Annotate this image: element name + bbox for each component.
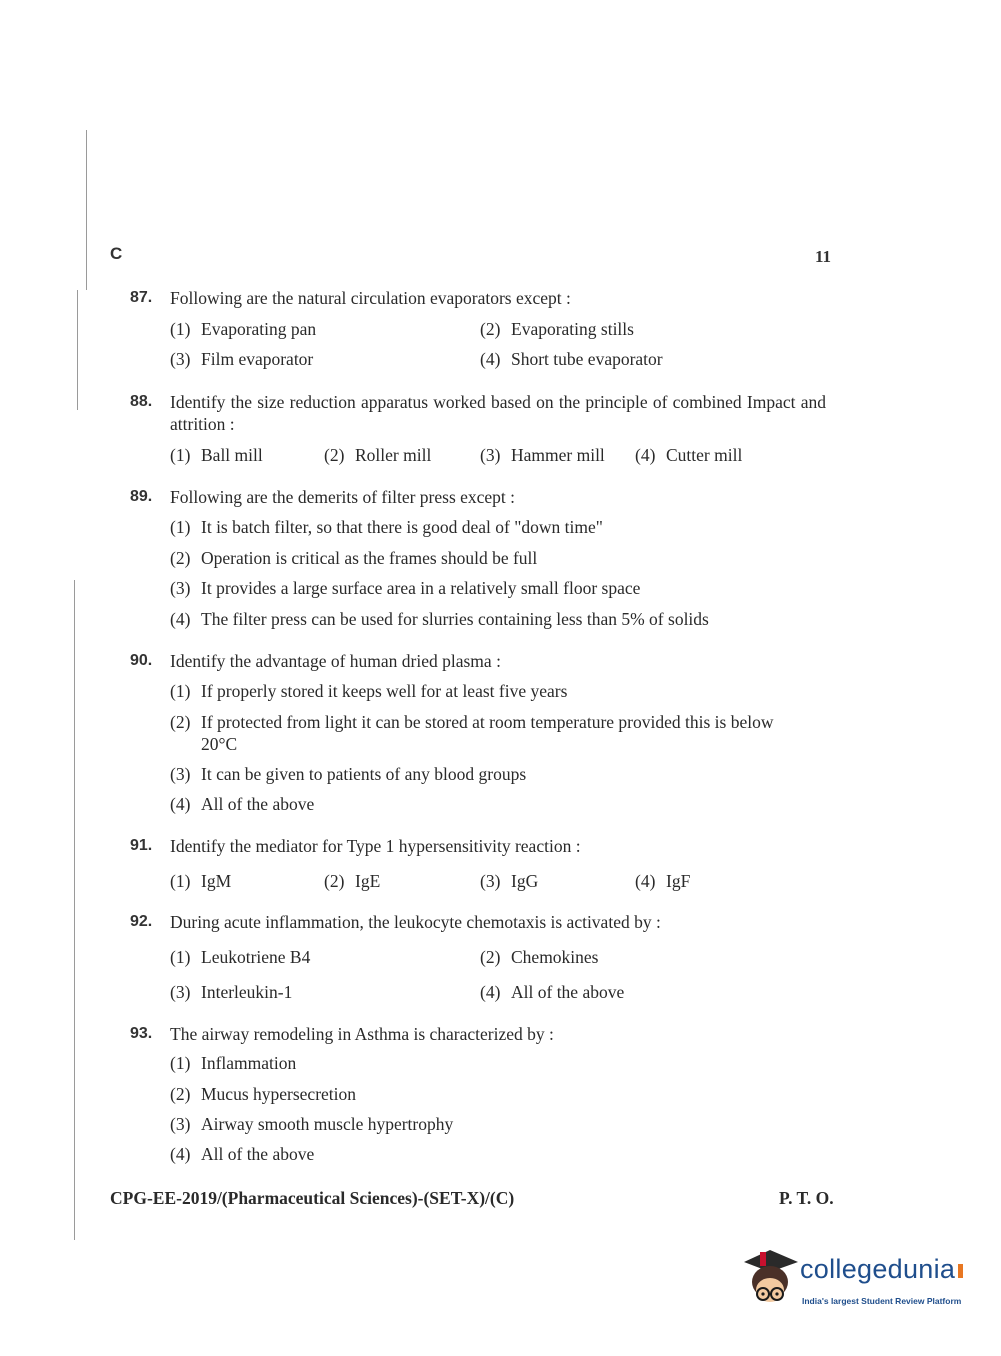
margin-line [77, 290, 78, 410]
question-93 [130, 1023, 830, 1045]
question-number: 91. [130, 837, 153, 854]
option-number: (3) [170, 349, 191, 369]
option-text-continued: 20°C [201, 734, 238, 754]
option-number: (1) [170, 681, 191, 701]
option-text: If protected from light it can be stored at room temperature provided this is below [201, 712, 774, 732]
option [170, 763, 526, 785]
mascot-icon [740, 1248, 800, 1318]
brand-name: collegedunia [800, 1254, 956, 1284]
question-number: 87. [130, 289, 153, 306]
question-text: Identify the size reduction apparatus worked based on the principle of combined Impact and attrition : [170, 392, 826, 434]
option [170, 577, 640, 599]
option [170, 1052, 296, 1074]
option-number: (1) [170, 871, 191, 891]
option [170, 318, 316, 340]
option [170, 793, 314, 815]
option-number: (1) [170, 319, 191, 339]
option-text: It provides a large surface area in a relatively small floor space [201, 578, 641, 598]
brand-accent [958, 1264, 963, 1278]
option [480, 318, 634, 340]
option [170, 981, 292, 1003]
option-number: (3) [170, 1114, 191, 1134]
option [480, 444, 605, 466]
option-number: (2) [170, 548, 191, 568]
question-text: The airway remodeling in Asthma is characterized by : [170, 1024, 554, 1044]
option-text: Film evaporator [201, 349, 314, 369]
option-text: Interleukin-1 [201, 982, 293, 1002]
question-89 [130, 486, 830, 508]
option [170, 1113, 453, 1135]
option-text: Leukotriene B4 [201, 947, 311, 967]
brand-tagline: India's largest Student Review Platform [802, 1296, 962, 1306]
option-text: It can be given to patients of any blood groups [201, 764, 527, 784]
option-text: Inflammation [201, 1053, 297, 1073]
question-number: 88. [130, 393, 153, 410]
option-number: (4) [480, 349, 501, 369]
option-number: (4) [480, 982, 501, 1002]
option-text: It is batch filter, so that there is good deal of "down time" [201, 517, 603, 537]
option [324, 870, 380, 892]
option-number: (3) [480, 445, 501, 465]
option-number: (3) [170, 764, 191, 784]
option [170, 946, 310, 968]
option-text: Short tube evaporator [511, 349, 663, 369]
paper-code: CPG-EE-2019/(Pharmaceutical Sciences)-(SET-X)/(C) [110, 1188, 515, 1208]
margin-line [74, 580, 75, 1240]
option-text: Cutter mill [666, 445, 743, 465]
question-number: 89. [130, 488, 153, 505]
question-87 [130, 287, 830, 309]
question-text: Following are the natural circulation evaporators except : [170, 288, 571, 308]
option-number: (4) [170, 794, 191, 814]
question-88 [130, 391, 826, 435]
option [170, 444, 263, 466]
collegedunia-logo [740, 1248, 970, 1318]
option-number: (1) [170, 1053, 191, 1073]
option-text: Mucus hypersecretion [201, 1084, 357, 1104]
option-text: Ball mill [201, 445, 263, 465]
option-text: IgG [511, 871, 539, 891]
option-text: IgE [355, 871, 381, 891]
option-text: Hammer mill [511, 445, 605, 465]
question-text: Following are the demerits of filter press except : [170, 487, 516, 507]
option-text: Chemokines [511, 947, 599, 967]
option [480, 946, 599, 968]
option-text: Operation is critical as the frames should be full [201, 548, 538, 568]
option [324, 444, 431, 466]
option [170, 516, 603, 538]
option-text: If properly stored it keeps well for at least five years [201, 681, 568, 701]
option-number: (1) [170, 947, 191, 967]
question-number: 92. [130, 913, 153, 930]
option [170, 608, 709, 630]
option [170, 1143, 314, 1165]
option-number: (3) [170, 578, 191, 598]
option-text: All of the above [201, 794, 315, 814]
option [170, 1083, 356, 1105]
option-number: (4) [170, 609, 191, 629]
option-text: The filter press can be used for slurries containing less than 5% of solids [201, 609, 709, 629]
option [480, 870, 538, 892]
pto-label: P. T. O. [779, 1188, 834, 1208]
option-number: (2) [324, 871, 345, 891]
option-text: IgM [201, 871, 232, 891]
question-number: 90. [130, 652, 153, 669]
option [170, 348, 313, 370]
option-number: (2) [170, 1084, 191, 1104]
option [170, 870, 231, 892]
option-number: (4) [635, 871, 656, 891]
option [480, 348, 663, 370]
option [480, 981, 624, 1003]
option [635, 870, 690, 892]
option-number: (1) [170, 445, 191, 465]
question-90 [130, 650, 830, 672]
option [170, 711, 830, 755]
option-number: (2) [480, 947, 501, 967]
page-number: 11 [815, 247, 832, 266]
option [170, 547, 537, 569]
option-text: Airway smooth muscle hypertrophy [201, 1114, 454, 1134]
option-text: All of the above [511, 982, 625, 1002]
set-letter: C [110, 244, 123, 263]
option-number: (2) [324, 445, 345, 465]
option-text: Evaporating pan [201, 319, 317, 339]
option-number: (4) [170, 1144, 191, 1164]
option [635, 444, 742, 466]
margin-line [86, 130, 87, 290]
option-number: (2) [170, 712, 191, 732]
option-text: IgF [666, 871, 691, 891]
question-91 [130, 835, 830, 857]
option-number: (3) [170, 982, 191, 1002]
question-text: Identify the mediator for Type 1 hypersensitivity reaction : [170, 836, 581, 856]
option-text: Roller mill [355, 445, 432, 465]
option-number: (4) [635, 445, 656, 465]
question-text: During acute inflammation, the leukocyte chemotaxis is activated by : [170, 912, 661, 932]
option-text: Evaporating stills [511, 319, 634, 339]
option-number: (3) [480, 871, 501, 891]
question-text: Identify the advantage of human dried plasma : [170, 651, 501, 671]
question-92 [130, 911, 830, 933]
option-number: (1) [170, 517, 191, 537]
question-number: 93. [130, 1025, 153, 1042]
option-text: All of the above [201, 1144, 315, 1164]
option [170, 680, 567, 702]
option-number: (2) [480, 319, 501, 339]
